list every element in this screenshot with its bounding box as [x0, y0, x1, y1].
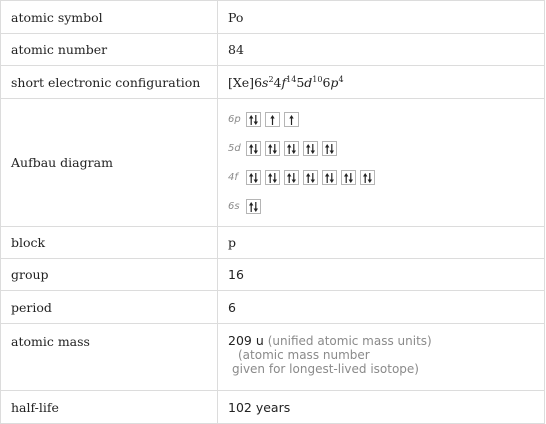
spin-down-arrow-icon — [273, 179, 277, 183]
row-atomic-mass — [1, 324, 545, 391]
spin-up-arrow-icon — [289, 115, 293, 119]
label-atomic-number: atomic number — [1, 34, 218, 66]
config-term-electrons: 4 — [338, 74, 344, 84]
value-block: p — [218, 227, 545, 259]
spin-up-arrow-icon — [287, 144, 291, 148]
orbital-box — [246, 141, 261, 156]
value-period: 6 — [218, 291, 545, 324]
orbital-box — [303, 141, 318, 156]
label-group: group — [1, 259, 218, 291]
aufbau-diagram — [218, 99, 545, 227]
label-electronic-configuration: short electronic configuration — [1, 66, 218, 99]
label-block: block — [1, 227, 218, 259]
orbital-arrows-icon — [342, 171, 355, 184]
row-period — [1, 291, 545, 324]
spin-up-arrow-icon — [363, 173, 367, 177]
orbital-arrows-icon — [304, 142, 317, 155]
aufbau-level — [228, 169, 534, 186]
config-term-electrons: 2 — [268, 74, 274, 84]
orbital-arrows-icon — [323, 142, 336, 155]
orbital-box — [246, 112, 261, 127]
orbital-box — [246, 199, 261, 214]
spin-up-arrow-icon — [249, 144, 253, 148]
spin-down-arrow-icon — [311, 150, 315, 154]
spin-up-arrow-icon — [249, 173, 253, 177]
orbital-arrows-icon — [285, 142, 298, 155]
config-core: [Xe] — [228, 74, 255, 90]
orbital-arrows-icon — [247, 142, 260, 155]
orbital-box — [265, 141, 280, 156]
row-atomic-symbol — [1, 1, 545, 34]
aufbau-level-label: 6p — [228, 113, 241, 125]
spin-up-arrow-icon — [344, 173, 348, 177]
atomic-mass-value: 209 u — [228, 333, 264, 348]
orbital-box — [265, 112, 280, 127]
config-term-shell: 6 — [254, 74, 263, 90]
orbital-arrows-icon — [323, 171, 336, 184]
atomic-mass-note-line2: given for longest-lived isotope) — [232, 362, 419, 376]
spin-down-arrow-icon — [330, 179, 334, 183]
spin-up-arrow-icon — [268, 144, 272, 148]
config-term-orbital: s — [262, 74, 269, 90]
config-term-electrons: 10 — [312, 74, 323, 84]
orbital-box — [265, 170, 280, 185]
spin-up-arrow-icon — [325, 144, 329, 148]
orbital-box — [322, 170, 337, 185]
spin-up-arrow-icon — [249, 115, 253, 119]
value-atomic-mass — [218, 324, 545, 391]
orbital-arrows-icon — [247, 171, 260, 184]
spin-down-arrow-icon — [311, 179, 315, 183]
row-half-life — [1, 391, 545, 424]
spin-down-arrow-icon — [273, 150, 277, 154]
config-term-orbital: d — [304, 74, 313, 90]
spin-down-arrow-icon — [254, 150, 258, 154]
value-electronic-configuration — [218, 66, 545, 99]
spin-up-arrow-icon — [287, 173, 291, 177]
spin-down-arrow-icon — [254, 179, 258, 183]
row-group — [1, 259, 545, 291]
aufbau-level-label: 5d — [228, 142, 241, 154]
aufbau-level-label: 6s — [228, 200, 240, 212]
row-aufbau-diagram — [1, 99, 545, 227]
aufbau-level — [228, 111, 534, 128]
spin-up-arrow-icon — [249, 202, 253, 206]
value-half-life: 102 years — [218, 391, 545, 424]
row-atomic-number — [1, 34, 545, 66]
orbital-arrows-icon — [247, 200, 260, 213]
spin-down-arrow-icon — [254, 208, 258, 212]
orbital-arrows-icon — [266, 171, 279, 184]
orbital-box — [246, 170, 261, 185]
spin-down-arrow-icon — [368, 179, 372, 183]
config-term-shell: 5 — [296, 74, 305, 90]
aufbau-level-label: 4f — [228, 171, 238, 183]
orbital-box — [322, 141, 337, 156]
orbital-box — [303, 170, 318, 185]
value-atomic-symbol: Po — [218, 1, 545, 34]
label-aufbau-diagram: Aufbau diagram — [1, 99, 218, 227]
value-group: 16 — [218, 259, 545, 291]
aufbau-level — [228, 140, 534, 157]
value-atomic-number: 84 — [218, 34, 545, 66]
orbital-box — [360, 170, 375, 185]
spin-up-arrow-icon — [325, 173, 329, 177]
atomic-mass-note-line1: (atomic mass number — [238, 348, 370, 362]
orbital-arrows-icon — [266, 113, 279, 126]
spin-up-arrow-icon — [268, 173, 272, 177]
label-half-life: half-life — [1, 391, 218, 424]
aufbau-level — [228, 198, 534, 215]
orbital-box — [284, 141, 299, 156]
config-terms — [254, 75, 343, 90]
spin-down-arrow-icon — [254, 121, 258, 125]
orbital-arrows-icon — [304, 171, 317, 184]
orbital-arrows-icon — [247, 113, 260, 126]
row-block — [1, 227, 545, 259]
spin-down-arrow-icon — [349, 179, 353, 183]
spin-up-arrow-icon — [306, 173, 310, 177]
orbital-box — [284, 112, 299, 127]
label-period: period — [1, 291, 218, 324]
orbital-box — [284, 170, 299, 185]
orbital-arrows-icon — [361, 171, 374, 184]
label-atomic-mass: atomic mass — [1, 324, 218, 391]
orbital-arrows-icon — [285, 171, 298, 184]
spin-down-arrow-icon — [330, 150, 334, 154]
config-term-orbital: f — [281, 74, 287, 90]
row-electronic-configuration — [1, 66, 545, 99]
config-term-shell: 6 — [322, 74, 331, 90]
spin-up-arrow-icon — [270, 115, 274, 119]
atomic-mass-unit-note: (unified atomic mass units) — [267, 334, 432, 348]
config-term-shell: 4 — [273, 74, 282, 90]
config-term-electrons: 14 — [286, 74, 297, 84]
config-term-orbital: p — [330, 74, 339, 90]
spin-down-arrow-icon — [292, 179, 296, 183]
orbital-box — [341, 170, 356, 185]
orbital-arrows-icon — [266, 142, 279, 155]
spin-up-arrow-icon — [306, 144, 310, 148]
label-atomic-symbol: atomic symbol — [1, 1, 218, 34]
spin-down-arrow-icon — [292, 150, 296, 154]
orbital-arrows-icon — [285, 113, 298, 126]
